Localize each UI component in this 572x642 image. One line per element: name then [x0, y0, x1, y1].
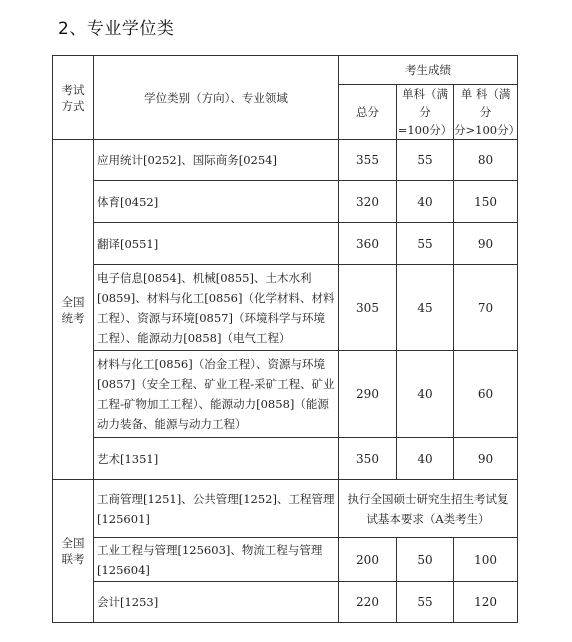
- single-100-score: 55: [397, 582, 454, 623]
- table-row: [53, 438, 518, 480]
- table-row: [53, 480, 518, 538]
- total-score: 320: [339, 181, 397, 223]
- category-cell: 体育[0452]: [94, 181, 339, 223]
- header-exam-method: 考试方式: [53, 56, 94, 140]
- exam-method-cell: 全国统考: [53, 140, 94, 480]
- category-cell: 会计[1253]: [94, 582, 339, 623]
- single-100-score: 40: [397, 438, 454, 480]
- score-table: [52, 55, 521, 623]
- single-gt100-score: 120: [454, 582, 518, 623]
- total-score: 350: [339, 438, 397, 480]
- single-gt100-score: 90: [454, 223, 518, 265]
- table-row: [53, 223, 518, 265]
- single-100-score: 55: [397, 223, 454, 265]
- single-gt100-score: 60: [454, 351, 518, 438]
- single-100-score: 40: [397, 351, 454, 438]
- section-heading: 2、专业学位类: [58, 19, 175, 39]
- table-row: [53, 265, 518, 351]
- total-score: 290: [339, 351, 397, 438]
- header-single-gt100: 单 科（满 分 分>100分）: [454, 85, 518, 140]
- single-gt100-score: 100: [454, 538, 518, 582]
- table-row: [53, 538, 518, 582]
- table-row: [53, 582, 518, 623]
- single-100-score: 55: [397, 140, 454, 181]
- total-score: 360: [339, 223, 397, 265]
- category-cell: 电子信息[0854]、机械[0855]、土木水利[0859]、材料与化工[0856]（化学材料、材料工程）、资源与环境[0857]（环境科学与环境工程）、能源动力[0858]（电气工程）: [94, 265, 339, 351]
- table-row: [53, 351, 518, 438]
- single-100-score: 40: [397, 181, 454, 223]
- single-gt100-score: 90: [454, 438, 518, 480]
- category-cell: 工业工程与管理[125603]、物流工程与管理[125604]: [94, 538, 339, 582]
- header-total: 总分: [339, 85, 397, 140]
- header-category: 学位类别（方向）、专业领域: [94, 56, 339, 140]
- table-row: [53, 140, 518, 181]
- category-cell: 材料与化工[0856]（冶金工程）、资源与环境[0857]（安全工程、矿业工程-采矿工程、矿业工程-矿物加工工程）、能源动力[0858]（能源动力装备、能源与动力工程）: [94, 351, 339, 438]
- single-gt100-score: 150: [454, 181, 518, 223]
- total-score: 305: [339, 265, 397, 351]
- single-100-score: 50: [397, 538, 454, 582]
- category-cell: 应用统计[0252]、国际商务[0254]: [94, 140, 339, 181]
- category-cell: 艺术[1351]: [94, 438, 339, 480]
- total-score: 220: [339, 582, 397, 623]
- header-single-100: 单科（满分 =100分）: [397, 85, 454, 140]
- category-cell: 工商管理[1251]、公共管理[1252]、工程管理[125601]: [94, 480, 339, 538]
- single-gt100-score: 70: [454, 265, 518, 351]
- single-gt100-score: 80: [454, 140, 518, 181]
- requirement-cell: 执行全国硕士研究生招生考试复试基本要求（A类考生）: [339, 480, 518, 538]
- single-100-score: 45: [397, 265, 454, 351]
- total-score: 355: [339, 140, 397, 181]
- category-cell: 翻译[0551]: [94, 223, 339, 265]
- total-score: 200: [339, 538, 397, 582]
- exam-method-cell: 全国联考: [53, 480, 94, 623]
- table-row: [53, 181, 518, 223]
- header-score-group: 考生成绩: [339, 56, 518, 85]
